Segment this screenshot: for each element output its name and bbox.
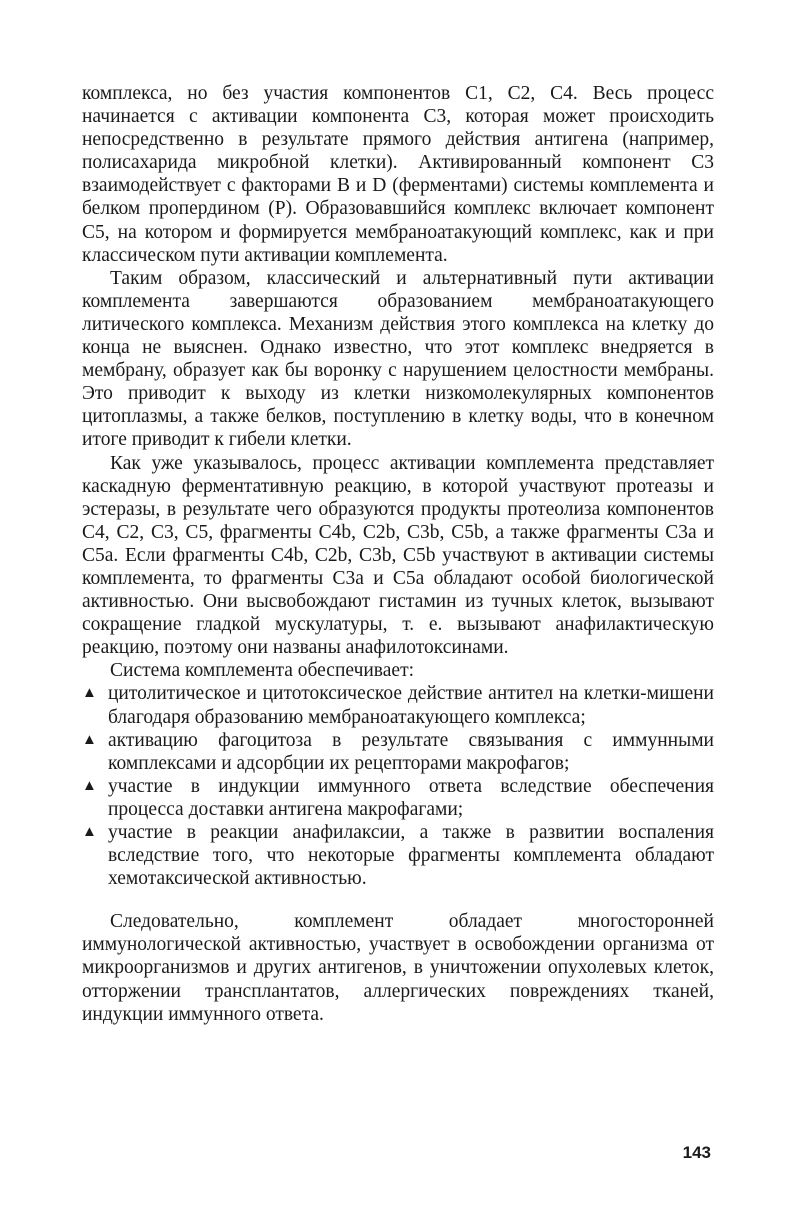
section-spacer: [82, 890, 714, 910]
page-body: [82, 82, 714, 1026]
list-item: [82, 729, 714, 775]
list-item: [82, 775, 714, 821]
list-item: [82, 821, 714, 890]
triangle-bullet-icon: ▲: [82, 731, 97, 748]
list-intro: Система комплемента обеспечивает:: [110, 660, 415, 682]
paragraph-conclusion: Следовательно, комплемент обладает многосторонней иммунологической активностью, участвует в освобождении организма от микроорганизмов и других антигенов, в уничтожении опухолевых клеток, отторжении трансплантатов, аллергических повреждениях тканей, индукции иммунного ответа.: [82, 911, 714, 1025]
page-number: 143: [682, 1143, 711, 1162]
paragraph-cascade: Как уже указывалось, процесс активации комплемента представляет каскадную ферментативную реакцию, в которой участвуют протеазы и эстеразы, в результате чего образуются продукты протеолиза компонентов C4, C2, C3, C5, фрагменты C4b, C2b, C3b, C5b, а также фрагменты C3a и C5a. Если фрагменты C4b, C2b, C3b, C5b участвуют в активации системы комплемента, то фрагменты C3a и C5a обладают особой биологической активностью. Они высвобождают гистамин из тучных клеток, вызывают сокращение гладкой мускулатуры, т. е. вызывают анафилактическую реакцию, поэтому они названы анафилотоксинами.: [82, 452, 714, 659]
list-item-text: активацию фагоцитоза в результате связывания с иммунными комплексами и адсорбции их рецепторами макрофагов;: [108, 729, 714, 774]
paragraph-continuation: комплекса, но без участия компонентов C1, C2, C4. Весь процесс начинается с активации компонента C3, которая может происходить непосредственно в результате прямого действия антигена (например, полисахарида микробной клетки). Активированный компонент C3 взаимодействует с факторами В и D (ферментами) системы комплемента и белком пропердином (Р). Образовавшийся комплекс включает компонент C5, на котором и формируется мембраноатакующий комплекс, как и при классическом пути активации комплемента.: [82, 83, 714, 266]
triangle-bullet-icon: ▲: [82, 777, 97, 794]
functions-list: [82, 682, 714, 890]
paragraph-pathway-conclusion: Таким образом, классический и альтернативный пути активации комплемента завершаются образованием мембраноатакующего литического комплекса. Механизм действия этого комплекса на клетку до конца не выяснен. Однако известно, что этот комплекс внедряется в мембрану, образует как бы воронку с нарушением целостности мембраны. Это приводит к выходу из клетки низкомолекулярных компонентов цитоплазмы, а также белков, поступлению в клетку воды, что в конечном итоге приводит к гибели клетки.: [82, 267, 714, 451]
list-item-text: участие в индукции иммунного ответа вследствие обеспечения процесса доставки антигена макрофагами;: [108, 775, 714, 820]
triangle-bullet-icon: ▲: [82, 824, 97, 840]
list-item: [82, 682, 714, 728]
triangle-bullet-icon: ▲: [82, 685, 97, 702]
list-item-text: участие в реакции анафилаксии, а также в развитии воспаления вследствие того, что некоторые фрагменты комплемента обладают хемотаксической активностью.: [108, 822, 714, 890]
list-item-text: цитолитическое и цитотоксическое действие антител на клетки-мишени благодаря образованию мембраноатакующего комплекса;: [108, 683, 714, 728]
